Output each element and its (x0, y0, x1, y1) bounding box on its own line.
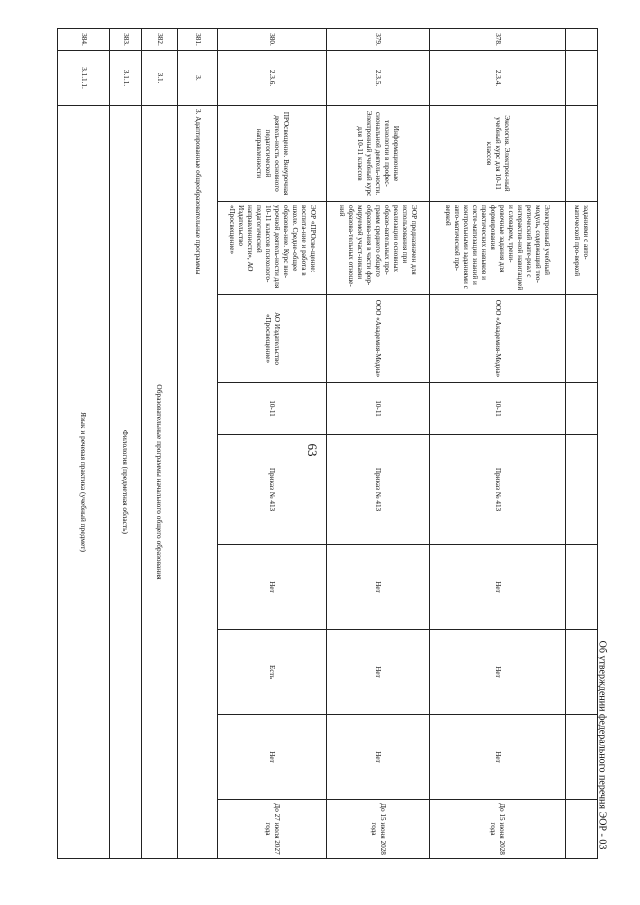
cell-code: 3.1.1. (110, 51, 142, 106)
cell-order: Приказ № 413 (218, 435, 327, 545)
cell-grades: 10-11 (430, 383, 566, 435)
cell-publisher: ООО «Академия-Медиа» (327, 295, 430, 383)
cell-grades: 10-11 (218, 383, 327, 435)
rotated-table-wrapper (58, 28, 598, 858)
cell-c1: Нет (430, 545, 566, 630)
section-row (178, 29, 218, 859)
cell-num: 380. (218, 29, 327, 51)
table-row (218, 29, 327, 859)
cell-c3: Нет (218, 715, 327, 800)
section-title: Образовательные программы начального общего образования (142, 106, 178, 859)
cell-c1: Нет (218, 545, 327, 630)
cell-term: До 15 июня 2028 года (430, 800, 566, 859)
cell-code: 2.3.5. (327, 51, 430, 106)
section-row (142, 29, 178, 859)
cell-c2: Нет (327, 630, 430, 715)
cell-num: 384. (58, 29, 110, 51)
eor-table (57, 28, 598, 859)
cell-code: 3.1.1.1. (58, 51, 110, 106)
cell-description: ЭОР предназначен для использования при реализации основных образо-вательных про-грамм среднего общего образова-ния в части фор-мируемой участ-никами образова-тельных отноше-ний (327, 202, 430, 295)
cell-code: 2.3.6. (218, 51, 327, 106)
cell-term: До 27 июля 2027 года (218, 800, 327, 859)
cell-num: 381. (178, 29, 218, 51)
table-row (430, 29, 566, 859)
cell-code: 2.3.4. (430, 51, 566, 106)
cell-grades: 10-11 (327, 383, 430, 435)
section-row (58, 29, 110, 859)
cell-publisher: АО Издательство «Просвещение» (218, 295, 327, 383)
section-title: Язык и речевая практика (учебный предмет) (58, 106, 110, 859)
cell-c2: Нет (430, 630, 566, 715)
footer-text: Об утверждении федерального перечня ЭОР - 03 (596, 640, 608, 850)
cell-c3: Нет (430, 715, 566, 800)
section-title: 3. Адаптированные общеобразовательные программы (178, 106, 218, 859)
cell-publisher: ООО «Академия-Медиа» (430, 295, 566, 383)
cell-title: Экология. Электрон-ный учебный курс для 10-11 классов (430, 106, 566, 202)
table-row-continuation (566, 29, 598, 859)
page-number: 63 (305, 443, 320, 457)
cell-num: 382. (142, 29, 178, 51)
cell-c3: Нет (327, 715, 430, 800)
cell-c1: Нет (327, 545, 430, 630)
cell-num: 378. (430, 29, 566, 51)
cell-num: 379. (327, 29, 430, 51)
cell-c2: Есть (218, 630, 327, 715)
cell-description: заданиями с авто-матической про-веркой (566, 202, 598, 295)
cell-description: ЭОР «ПРОсве-щение: воспита-ние и работа в школе. Средне-общее образова-ние. Курс вне-урочной деятель-ности для 10-11 классов психолого-педагогической направленности», АО Издательство «Просвещение» (218, 202, 327, 295)
cell-code: 3. (178, 51, 218, 106)
cell-title: ПРОсвещение. Внеурочная деятель-ность основного педагогической направленности (218, 106, 327, 202)
table-row (327, 29, 430, 859)
section-row (110, 29, 142, 859)
cell-order: Приказ № 413 (327, 435, 430, 545)
cell-code: 3.1. (142, 51, 178, 106)
cell-order: Приказ № 413 (430, 435, 566, 545)
cell-term: До 15 июня 2028 года (327, 800, 430, 859)
cell-title: Информационные технологии в профес-сиональной деятель-ности. Электронный учебный курс для 10-11 классов (327, 106, 430, 202)
section-title: Филология (предметная область) (110, 106, 142, 859)
cell-description: Электронный учебный модуль, содержащий тео-ретический мате-риал с интерактив-ной навигацией и словарем, трени-ровочные задания для формирования практических навыков и систе-матизации знаний и контрольными заданиями с авто-матической про-веркой (430, 202, 566, 295)
cell-num: 383. (110, 29, 142, 51)
